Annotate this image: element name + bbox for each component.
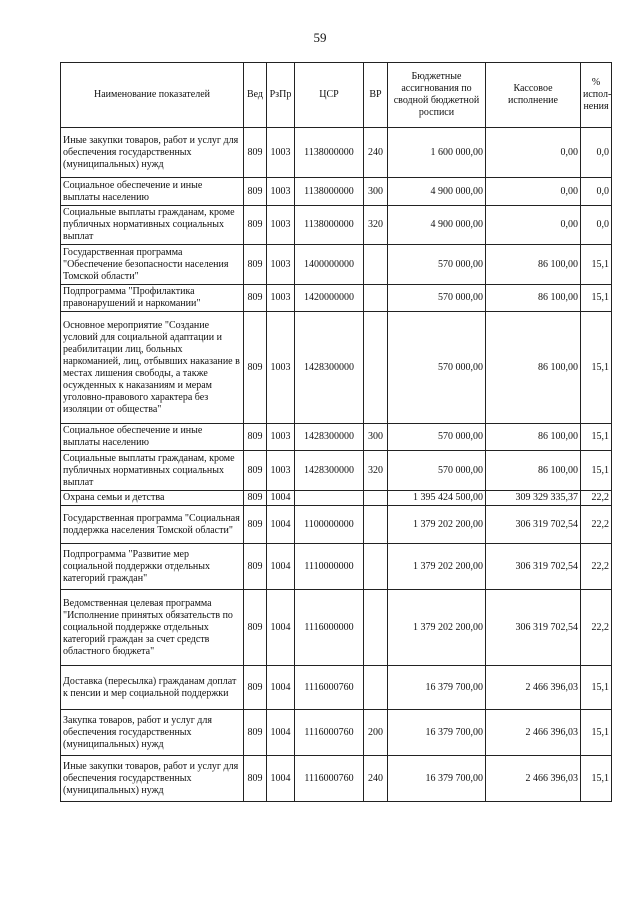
row-vr: 240	[364, 128, 388, 178]
row-rzpr: 1003	[267, 245, 295, 285]
row-ved: 809	[244, 451, 267, 491]
row-cash: 2 466 396,03	[486, 666, 581, 710]
row-budget: 1 395 424 500,00	[388, 491, 486, 506]
row-cash: 0,00	[486, 206, 581, 245]
row-vr: 320	[364, 451, 388, 491]
row-budget: 16 379 700,00	[388, 710, 486, 756]
row-rzpr: 1004	[267, 544, 295, 590]
page-number: 59	[313, 30, 327, 45]
row-name: Подпрограмма "Развитие мер социальной поддержки отдельных категорий граждан"	[61, 544, 244, 590]
row-cash: 306 319 702,54	[486, 506, 581, 544]
row-ved: 809	[244, 710, 267, 756]
row-budget: 4 900 000,00	[388, 206, 486, 245]
row-pct: 22,2	[581, 544, 612, 590]
row-vr	[364, 590, 388, 666]
table-header-row	[61, 63, 612, 128]
row-budget: 4 900 000,00	[388, 178, 486, 206]
row-pct: 15,1	[581, 710, 612, 756]
row-rzpr: 1003	[267, 312, 295, 424]
row-rzpr: 1004	[267, 756, 295, 802]
row-budget: 1 379 202 200,00	[388, 506, 486, 544]
row-vr: 240	[364, 756, 388, 802]
row-csr: 1138000000	[295, 128, 364, 178]
row-cash: 86 100,00	[486, 285, 581, 312]
row-rzpr: 1003	[267, 128, 295, 178]
row-ved: 809	[244, 424, 267, 451]
row-pct: 15,1	[581, 756, 612, 802]
row-csr: 1420000000	[295, 285, 364, 312]
row-budget: 570 000,00	[388, 312, 486, 424]
row-rzpr: 1003	[267, 178, 295, 206]
row-pct: 15,1	[581, 285, 612, 312]
row-ved: 809	[244, 285, 267, 312]
table-row	[61, 178, 612, 206]
header-cash: Кассовое исполнение	[486, 63, 581, 128]
row-vr	[364, 491, 388, 506]
row-name: Основное мероприятие "Создание условий для социальной адаптации и реабилитации лиц, больных наркоманией, лиц, отбывших наказание в местах лишения свободы, а также осужденных к наказаниям и мерам уголовно-правового характера без изоляции от общества"	[61, 312, 244, 424]
row-csr: 1116000760	[295, 710, 364, 756]
row-vr: 200	[364, 710, 388, 756]
row-csr: 1116000760	[295, 756, 364, 802]
row-csr: 1100000000	[295, 506, 364, 544]
row-name: Социальное обеспечение и иные выплаты населению	[61, 424, 244, 451]
row-ved: 809	[244, 544, 267, 590]
row-vr: 300	[364, 178, 388, 206]
row-rzpr: 1003	[267, 285, 295, 312]
table-row	[61, 491, 612, 506]
row-csr: 1138000000	[295, 178, 364, 206]
row-ved: 809	[244, 178, 267, 206]
table-row	[61, 756, 612, 802]
row-ved: 809	[244, 756, 267, 802]
row-name: Подпрограмма "Профилактика правонарушений и наркомании"	[61, 285, 244, 312]
row-name: Социальные выплаты гражданам, кроме публичных нормативных социальных выплат	[61, 206, 244, 245]
row-vr: 300	[364, 424, 388, 451]
row-cash: 0,00	[486, 178, 581, 206]
row-pct: 0,0	[581, 128, 612, 178]
row-csr: 1428300000	[295, 424, 364, 451]
row-vr	[364, 666, 388, 710]
row-budget: 570 000,00	[388, 451, 486, 491]
row-budget: 16 379 700,00	[388, 756, 486, 802]
row-rzpr: 1003	[267, 424, 295, 451]
row-vr	[364, 285, 388, 312]
row-pct: 0,0	[581, 206, 612, 245]
table-row	[61, 590, 612, 666]
row-vr: 320	[364, 206, 388, 245]
row-name: Охрана семьи и детства	[61, 491, 244, 506]
row-name: Государственная программа "Обеспечение безопасности населения Томской области"	[61, 245, 244, 285]
table-row	[61, 710, 612, 756]
budget-execution-table	[60, 62, 612, 802]
row-cash: 306 319 702,54	[486, 544, 581, 590]
row-name: Ведомственная целевая программа "Исполнение принятых обязательств по социальной поддержке отдельных категорий граждан за счет средств областного бюджета"	[61, 590, 244, 666]
row-pct: 15,1	[581, 451, 612, 491]
row-csr: 1428300000	[295, 451, 364, 491]
row-cash: 309 329 335,37	[486, 491, 581, 506]
row-ved: 809	[244, 491, 267, 506]
header-ved: Вед	[244, 63, 267, 128]
row-csr	[295, 491, 364, 506]
row-pct: 15,1	[581, 312, 612, 424]
row-budget: 570 000,00	[388, 245, 486, 285]
row-name: Социальное обеспечение и иные выплаты населению	[61, 178, 244, 206]
row-ved: 809	[244, 245, 267, 285]
row-csr: 1138000000	[295, 206, 364, 245]
table-row	[61, 285, 612, 312]
row-budget: 570 000,00	[388, 424, 486, 451]
row-pct: 15,1	[581, 245, 612, 285]
row-rzpr: 1003	[267, 206, 295, 245]
row-vr	[364, 312, 388, 424]
row-cash: 306 319 702,54	[486, 590, 581, 666]
row-cash: 2 466 396,03	[486, 710, 581, 756]
row-ved: 809	[244, 128, 267, 178]
row-csr: 1110000000	[295, 544, 364, 590]
row-ved: 809	[244, 666, 267, 710]
row-ved: 809	[244, 506, 267, 544]
row-csr: 1116000000	[295, 590, 364, 666]
row-pct: 22,2	[581, 506, 612, 544]
row-cash: 86 100,00	[486, 312, 581, 424]
row-csr: 1428300000	[295, 312, 364, 424]
row-rzpr: 1003	[267, 451, 295, 491]
row-vr	[364, 506, 388, 544]
row-budget: 570 000,00	[388, 285, 486, 312]
header-csr: ЦСР	[295, 63, 364, 128]
row-pct: 22,2	[581, 590, 612, 666]
row-csr: 1400000000	[295, 245, 364, 285]
table-row	[61, 666, 612, 710]
row-ved: 809	[244, 590, 267, 666]
row-cash: 86 100,00	[486, 424, 581, 451]
row-rzpr: 1004	[267, 506, 295, 544]
header-name: Наименование показателей	[61, 63, 244, 128]
row-ved: 809	[244, 312, 267, 424]
row-cash: 86 100,00	[486, 245, 581, 285]
table-row	[61, 312, 612, 424]
table-row	[61, 128, 612, 178]
row-rzpr: 1004	[267, 710, 295, 756]
row-vr	[364, 544, 388, 590]
row-name: Иные закупки товаров, работ и услуг для обеспечения государственных (муниципальных) нужд	[61, 756, 244, 802]
row-cash: 2 466 396,03	[486, 756, 581, 802]
row-pct: 0,0	[581, 178, 612, 206]
row-pct: 15,1	[581, 424, 612, 451]
table-row	[61, 451, 612, 491]
row-ved: 809	[244, 206, 267, 245]
row-pct: 22,2	[581, 491, 612, 506]
row-cash: 86 100,00	[486, 451, 581, 491]
header-rzpr: РзПр	[267, 63, 295, 128]
row-vr	[364, 245, 388, 285]
row-name: Социальные выплаты гражданам, кроме публичных нормативных социальных выплат	[61, 451, 244, 491]
row-rzpr: 1004	[267, 590, 295, 666]
header-pct: % испол-нения	[581, 63, 612, 128]
table-row	[61, 506, 612, 544]
row-name: Государственная программа "Социальная поддержка населения Томской области"	[61, 506, 244, 544]
row-rzpr: 1004	[267, 666, 295, 710]
table-row	[61, 424, 612, 451]
row-budget: 16 379 700,00	[388, 666, 486, 710]
row-budget: 1 379 202 200,00	[388, 590, 486, 666]
table-row	[61, 544, 612, 590]
table-row	[61, 206, 612, 245]
row-budget: 1 600 000,00	[388, 128, 486, 178]
header-budget: Бюджетные ассигнования по сводной бюджетной росписи	[388, 63, 486, 128]
row-name: Доставка (пересылка) гражданам доплат к пенсии и мер социальной поддержки	[61, 666, 244, 710]
row-rzpr: 1004	[267, 491, 295, 506]
row-name: Иные закупки товаров, работ и услуг для обеспечения государственных (муниципальных) нужд	[61, 128, 244, 178]
table-row	[61, 245, 612, 285]
header-vr: ВР	[364, 63, 388, 128]
row-budget: 1 379 202 200,00	[388, 544, 486, 590]
row-csr: 1116000760	[295, 666, 364, 710]
row-pct: 15,1	[581, 666, 612, 710]
row-name: Закупка товаров, работ и услуг для обеспечения государственных (муниципальных) нужд	[61, 710, 244, 756]
row-cash: 0,00	[486, 128, 581, 178]
